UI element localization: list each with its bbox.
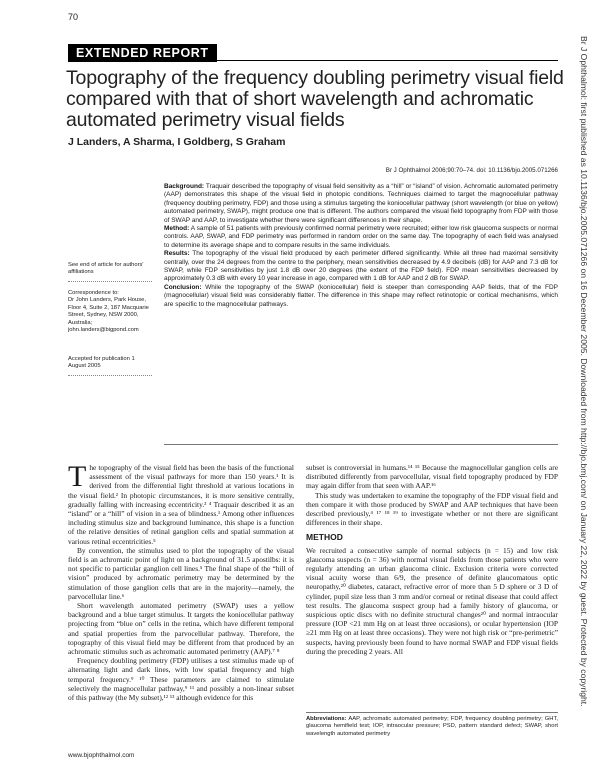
page-number: 70 <box>68 12 79 22</box>
sidebar-divider <box>68 281 152 282</box>
title-line: compared with that of short wavelength and achromatic <box>66 88 534 110</box>
abstract-text: Traquair described the topography of visual field sensitivity as a “hill” or “island” of vision. Achromatic automated perimetry (AAP) demonstrates this shape of the visual field in photopic conditions. Techniques claimed to target the magnocellular pathway (frequency doubling perimetry, FDP) and those using a stimulus targeting the koniocellular pathway (short wavelength (or blue on yellow) automated perimetry, SWAP), might produce one that is different. The authors compared the visual field topography from FDP with those of SWAP and AAP, to investigate whether there were significant differences in their shape. <box>164 183 558 224</box>
affiliations-note: See end of article for authors' affiliations <box>68 262 144 276</box>
abstract-method <box>164 225 558 250</box>
banner-rule <box>68 60 558 61</box>
abbreviations-rule <box>306 712 558 713</box>
paragraph-text: he topography of the visual field has been the basis of the functional assessment of the visual pathways for more than 150 years.¹ It is derived from the differential light threshold at various locations in the visual field.² In photopic circumstances, it is more sensitive centrally, gradually falling with increasing eccentricity.³ ⁴ Traquair described it as an “island” or a “hill” of vision in a sea of blindness.¹ Among other influences including stimulus size and background luminance, this shape is a function of the relative densities of retinal ganglion cells and spatial summation at various retinal eccentricities.⁵ <box>68 463 294 546</box>
section-heading: METHOD <box>306 532 343 543</box>
abstract <box>164 183 558 309</box>
body-paragraph: subset is controversial in humans.¹⁴ ¹⁵ Because the magnocellular ganglion cells are distributed differently from parvocellular, visual field topography produced by FDP may again differ from that seen with AAP.¹⁶ <box>306 463 558 491</box>
vertical-download-note <box>575 36 595 756</box>
abstract-conclusion <box>164 284 558 309</box>
body-paragraph <box>68 460 294 546</box>
correspondence-label: Correspondence to: <box>68 290 119 296</box>
body-paragraph: Short wavelength automated perimetry (SWAP) uses a yellow background and a blue target stimulus. It targets the koniocellular pathway projecting from “blue on” cells in the retina, which have different temporal and spatial properties from the parvocellular pathway. Therefore, the topography of this visual field may be different from that produced by an achromatic stimulus such as achromatic automated perimetry (AAP).⁷ ⁸ <box>68 601 294 657</box>
abstract-text: A sample of 51 patients with previously confirmed normal perimetry were recruited; either low risk glaucoma suspects or normal controls. AAP, SWAP, and FDP perimetry was performed in random order on the same day. The topography of each field was analysed to determine its average shape and to compare results in the same individuals. <box>164 225 558 249</box>
abstract-results <box>164 250 558 284</box>
body-paragraph: This study was undertaken to examine the topography of the FDP visual field and then compare it with those produced by SWAP and AAP techniques that have been described previously,⁴ ¹⁷ ¹⁸ ¹⁹ to investigate whether or not there are significant differences in their shape. <box>306 490 558 528</box>
body-paragraph: We recruited a consecutive sample of normal subjects (n = 15) and low risk glaucoma suspects (n = 36) with normal visual fields from those patients who were regularly attending an urban glaucoma clinic. Exclusion criteria were corrected visual acuity worse than 6/9, the presence of definite glaucomatous optic neuropathy,²⁰ diabetes, cataract, refractive error of more than 5 D sphere or 3 D of cylinder, pupil size less than 3 mm and/or corneal or retinal disease that could affect test results. The glaucoma suspect group had a family history of glaucoma, or suspicious optic discs with no definite structural changes²⁰ and normal intraocular pressure (IOP <21 mm Hg on at least three occasions), or ocular hypertension (IOP ≥21 mm Hg on at least three occasions). They were not high risk or “pre-perimetric” suspects, having previously been found to have normal SWAP and FDP visual fields during the preceding 2 years. All <box>306 545 558 656</box>
vertical-text: Br J Ophthalmol: first published as 10.1136/bjo.2005.071266 on 16 December 2005. Downloaded from http://bjo.bmj.com/ on January 22, 2022 by guest. Protected by copyright. <box>579 36 589 707</box>
abbreviations-label: Abbreviations: <box>306 716 347 722</box>
sidebar-divider <box>68 375 152 376</box>
drop-cap: T <box>68 460 87 493</box>
abbreviations <box>306 716 558 738</box>
article-title <box>66 67 564 131</box>
abstract-label: Results: <box>164 250 190 258</box>
body-column-left <box>68 460 294 703</box>
abbreviations-text: AAP, achromatic automated perimetry; FDP, frequency doubling perimetry; GHT, glaucoma hemifield test; IOP, intraocular pressure; PSD, pattern standard defect; SWAP, short wavelength automated perimetry <box>306 716 559 737</box>
correspondence-address: Dr John Landers, Park House, Floor 4, Suite 2, 187 Macquarie Street, Sydney, NSW 2000, Australia; john.landers@bigpond.com <box>68 297 149 334</box>
body-column-right <box>306 463 558 656</box>
author-list: J Landers, A Sharma, I Goldberg, S Graham <box>68 136 286 148</box>
abstract-rule <box>164 444 558 445</box>
accepted-date: Accepted for publication 1 August 2005 <box>68 356 135 370</box>
abstract-label: Conclusion: <box>164 283 202 291</box>
abstract-text: While the topography of the SWAP (koniocellular) field is steeper than corresponding AAP fields, that of the FDP (magnocellular) visual field was considerably flatter. The difference in this shape may reflect retinotopic or cortical mechanisms, which are specific to the magnocellular pathways. <box>164 283 558 308</box>
title-line: automated perimetry visual fields <box>66 109 345 131</box>
abstract-label: Background: <box>164 183 205 190</box>
footer-url: www.bjophthalmol.com <box>68 752 135 759</box>
abstract-label: Method: <box>164 225 190 233</box>
title-line: Topography of the frequency doubling perimetry visual field <box>66 67 564 89</box>
abstract-background <box>164 183 558 225</box>
correspondence-block <box>68 290 152 334</box>
body-paragraph: By convention, the stimulus used to plot the topography of the visual field is an achromatic point of light on a background of 31.5 apostilbs: it is not specific to particular ganglion cell lines.⁵ The final shape of the “hill of vision” produced by achromatic perimetry may be determined by the stimulation of those ganglion cells that are in the majority—namely, the parvocellular line.⁶ <box>68 545 294 601</box>
section-banner: EXTENDED REPORT <box>68 44 217 62</box>
body-paragraph: Frequency doubling perimetry (FDP) utilises a test stimulus made up of alternating light and dark lines, with low spatial frequency and high temporal frequency.⁹ ¹⁰ These parameters are claimed to stimulate selectively the magnocellular pathway,⁹ ¹¹ and possibly a non-linear subset of this pathway (the My subset),¹² ¹³ although evidence for this <box>68 656 294 703</box>
abstract-text: The topography of the visual field produced by each perimeter differed significantly. While all three had maximal sensitivity centrally, over the 24 degrees from the centre to the periphery, mean sensitivities decreased by 4.9 decibels (dB) for AAP and 7.3 dB for SWAP, while FDP sensitivities by just 1.8 dB over 20 degrees (the extent of the FDP field). FDP mean sensitivities decreased by approximately 0.3 dB with every 10 year increase in age, compared with 1 dB for AAP and 2 dB for SWAP. <box>164 250 558 283</box>
journal-reference: Br J Ophthalmol 2006;90:70–74. doi: 10.1136/bjo.2005.071266 <box>385 167 558 174</box>
